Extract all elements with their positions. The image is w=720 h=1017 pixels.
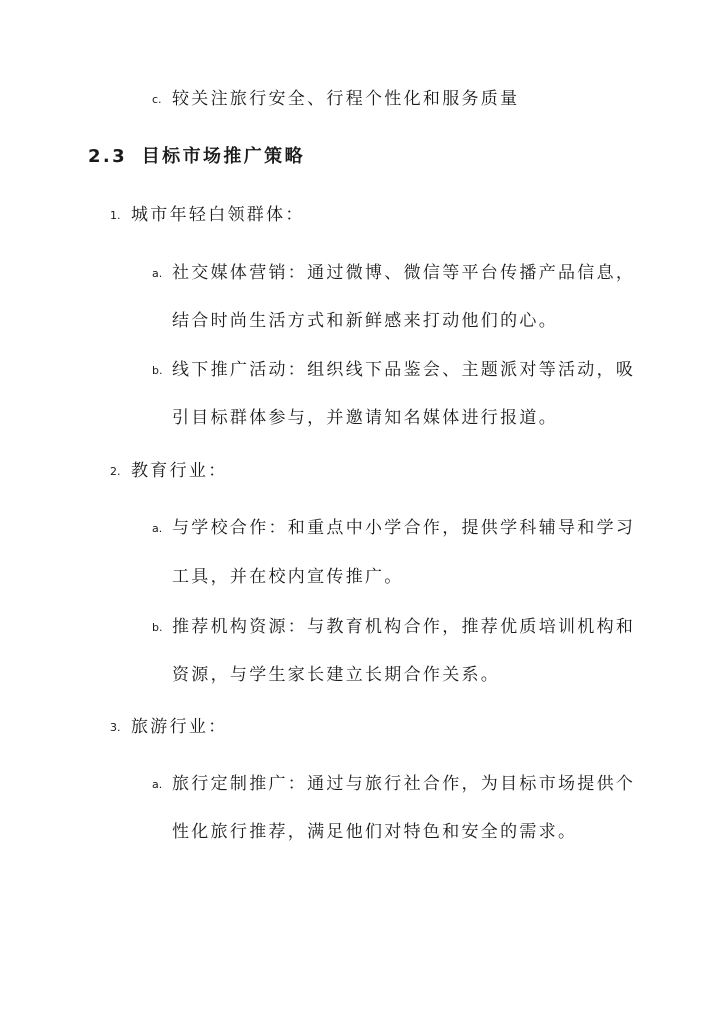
list-item-line: 与学校合作：和重点中小学合作，提供学科辅导和学习 <box>172 518 636 538</box>
list-item-line: 工具，并在校内宣传推广。 <box>172 567 404 587</box>
list-item-line: 性化旅行推荐，满足他们对特色和安全的需求。 <box>172 822 578 842</box>
group-marker: 1. <box>110 209 121 222</box>
list-marker: a. <box>152 267 163 280</box>
list-item-line: 线下推广活动：组织线下品鉴会、主题派对等活动，吸 <box>172 360 636 380</box>
list-marker: c. <box>152 93 162 106</box>
section-heading <box>88 144 305 170</box>
list-item-text: 较关注旅行安全、行程个性化和服务质量 <box>172 89 520 109</box>
list-marker: b. <box>152 621 163 634</box>
list-marker: a. <box>152 522 163 535</box>
group-title: 教育行业： <box>131 461 228 481</box>
section-number: 2.3 <box>88 146 128 167</box>
list-item-line: 结合时尚生活方式和新鲜感来打动他们的心。 <box>172 311 558 331</box>
section-title: 目标市场推广策略 <box>141 146 305 167</box>
list-item-line: 资源，与学生家长建立长期合作关系。 <box>172 665 501 685</box>
list-marker: b. <box>152 364 163 377</box>
list-item-line: 旅行定制推广：通过与旅行社合作，为目标市场提供个 <box>172 774 636 794</box>
list-item-line: 引目标群体参与，并邀请知名媒体进行报道。 <box>172 408 558 428</box>
list-item-line: 社交媒体营销：通过微博、微信等平台传播产品信息， <box>172 263 636 283</box>
group-title: 城市年轻白领群体： <box>131 205 305 225</box>
group-title: 旅游行业： <box>131 717 228 737</box>
list-item-line: 推荐机构资源：与教育机构合作，推荐优质培训机构和 <box>172 617 636 637</box>
list-marker: a. <box>152 778 163 791</box>
group-marker: 3. <box>110 721 121 734</box>
group-marker: 2. <box>110 465 121 478</box>
